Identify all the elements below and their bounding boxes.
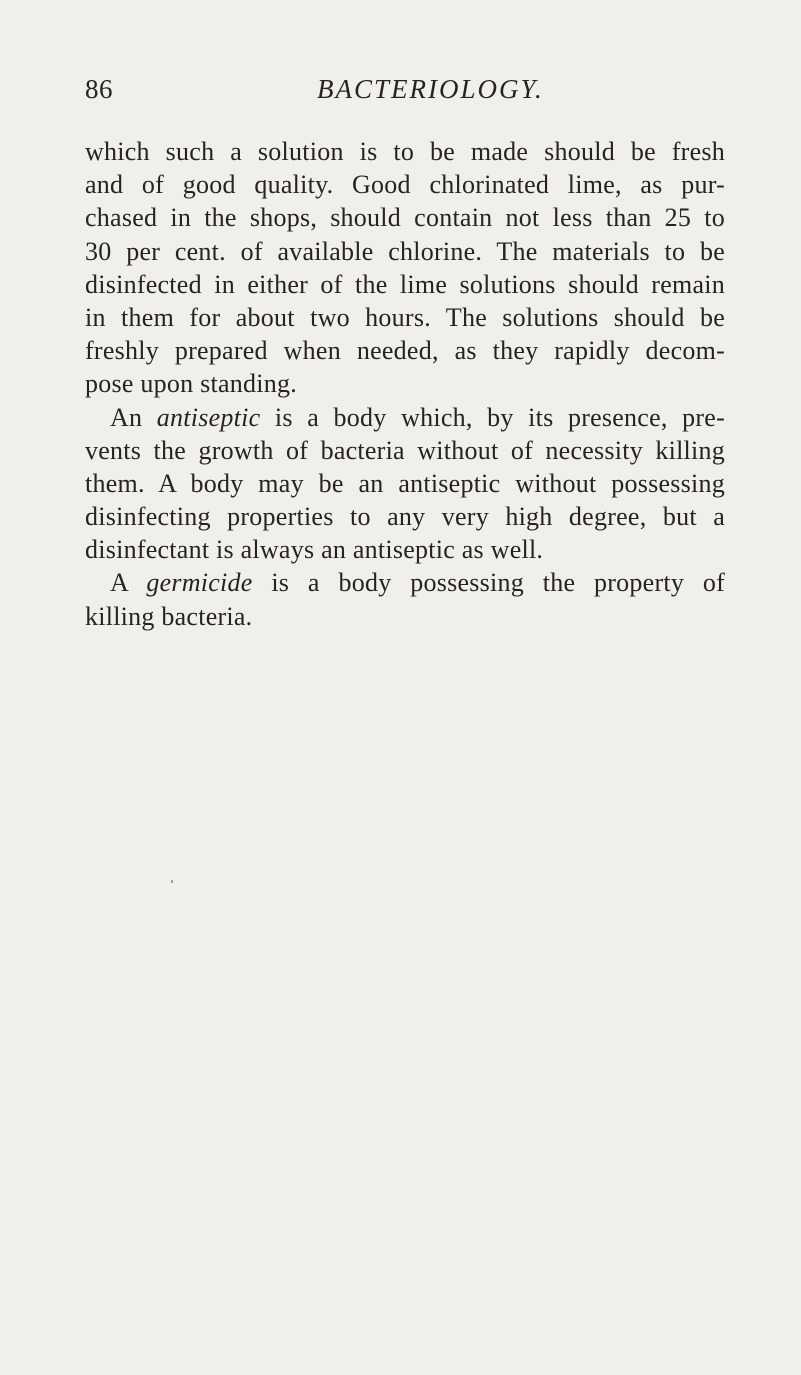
page-header	[85, 74, 725, 114]
text-line: freshly prepared when needed, as they rapidly decom-	[85, 336, 725, 366]
text-line: in them for about two hours. The solutions should be	[85, 302, 725, 332]
page-number: 86	[85, 74, 113, 104]
text-line: disinfecting properties to any very high degree, but a	[85, 502, 725, 532]
text-line: killing bacteria.	[85, 601, 253, 631]
text-line: vents the growth of bacteria without of necessity killing	[85, 435, 725, 465]
text-line: chased in the shops, should contain not less than 25 to	[85, 203, 725, 233]
emphasized-term: germicide	[146, 568, 253, 598]
text-line: and of good quality. Good chlorinated lime, as pur-	[85, 170, 725, 200]
text-line: which such a solution is to be made should be fresh	[85, 137, 725, 166]
emphasized-term: antiseptic	[156, 402, 261, 432]
text-line: An antiseptic is a body which, by its presence, pre-	[110, 402, 726, 432]
text-line: them. A body may be an antiseptic without possessing	[85, 468, 725, 498]
text-line: A germicide is a body possessing the property of	[110, 568, 726, 598]
text-line: pose upon standing.	[85, 369, 298, 399]
body-text	[85, 135, 725, 633]
text-line: disinfectant is always an antiseptic as well.	[85, 535, 544, 565]
running-title: BACTERIOLOGY.	[317, 74, 544, 104]
text-line: 30 per cent. of available chlorine. The materials to be	[85, 236, 725, 266]
paper-speck	[171, 880, 173, 883]
text-line: disinfected in either of the lime solutions should remain	[85, 269, 725, 299]
